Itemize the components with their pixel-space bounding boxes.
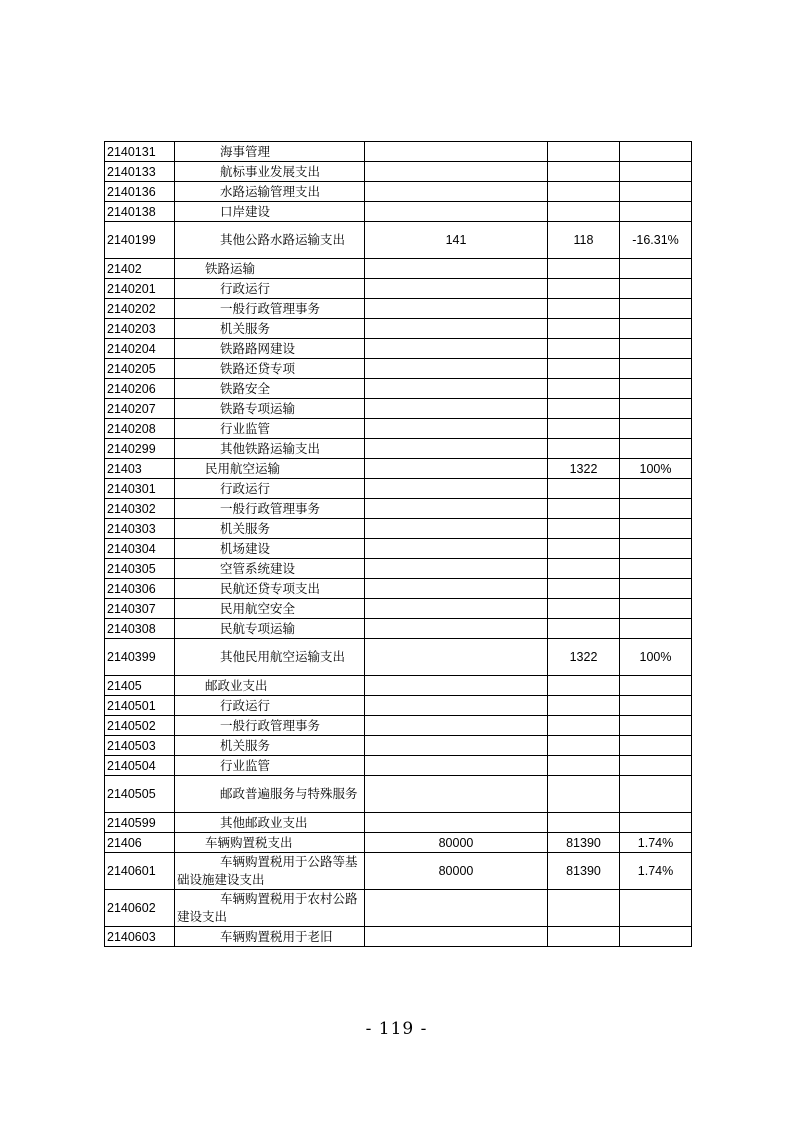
table-row (105, 776, 692, 813)
change-percent-cell (620, 142, 692, 162)
actual-value-cell (548, 696, 620, 716)
code-cell: 2140399 (105, 639, 175, 676)
budget-value-cell (365, 299, 548, 319)
actual-value-cell (548, 756, 620, 776)
table-row (105, 696, 692, 716)
change-percent-cell (620, 279, 692, 299)
budget-value-cell (365, 202, 548, 222)
budget-value-cell (365, 619, 548, 639)
actual-value-cell (548, 439, 620, 459)
actual-value-cell (548, 927, 620, 947)
table-row (105, 339, 692, 359)
item-name-cell: 行政运行 (175, 279, 365, 299)
item-name-cell: 口岸建设 (175, 202, 365, 222)
change-percent-cell (620, 339, 692, 359)
table-row (105, 439, 692, 459)
change-percent-cell (620, 182, 692, 202)
page-number: - 119 - (365, 1019, 428, 1039)
actual-value-cell (548, 776, 620, 813)
change-percent-cell (620, 619, 692, 639)
change-percent-cell (620, 419, 692, 439)
code-cell: 2140136 (105, 182, 175, 202)
change-percent-cell: -16.31% (620, 222, 692, 259)
item-name-cell: 铁路还贷专项 (175, 359, 365, 379)
table-row (105, 202, 692, 222)
budget-value-cell (365, 499, 548, 519)
item-name-cell: 铁路专项运输 (175, 399, 365, 419)
budget-value-cell (365, 339, 548, 359)
change-percent-cell (620, 890, 692, 927)
item-name-cell: 车辆购置税用于公路等基础设施建设支出 (175, 853, 365, 890)
change-percent-cell (620, 399, 692, 419)
code-cell: 2140601 (105, 853, 175, 890)
item-name-cell: 车辆购置税支出 (175, 833, 365, 853)
budget-value-cell (365, 162, 548, 182)
budget-value-cell (365, 259, 548, 279)
code-cell: 2140205 (105, 359, 175, 379)
item-name-cell: 行业监管 (175, 756, 365, 776)
table-row (105, 853, 692, 890)
actual-value-cell (548, 619, 620, 639)
item-name-cell: 其他公路水路运输支出 (175, 222, 365, 259)
budget-value-cell (365, 319, 548, 339)
table-row (105, 499, 692, 519)
actual-value-cell (548, 716, 620, 736)
change-percent-cell: 1.74% (620, 853, 692, 890)
actual-value-cell (548, 299, 620, 319)
table-body (105, 142, 692, 947)
budget-value-cell (365, 419, 548, 439)
budget-value-cell: 80000 (365, 833, 548, 853)
item-name-cell: 民用航空安全 (175, 599, 365, 619)
item-name-cell: 机关服务 (175, 519, 365, 539)
actual-value-cell (548, 579, 620, 599)
actual-value-cell (548, 599, 620, 619)
actual-value-cell (548, 499, 620, 519)
budget-value-cell (365, 639, 548, 676)
budget-value-cell (365, 599, 548, 619)
table-row (105, 259, 692, 279)
item-name-cell: 铁路运输 (175, 259, 365, 279)
table-row (105, 182, 692, 202)
actual-value-cell (548, 319, 620, 339)
actual-value-cell: 81390 (548, 853, 620, 890)
budget-value-cell: 80000 (365, 853, 548, 890)
item-name-cell: 行业监管 (175, 419, 365, 439)
code-cell: 2140603 (105, 927, 175, 947)
item-name-cell: 民航专项运输 (175, 619, 365, 639)
actual-value-cell (548, 202, 620, 222)
budget-value-cell (365, 359, 548, 379)
change-percent-cell (620, 439, 692, 459)
table-row (105, 813, 692, 833)
code-cell: 2140306 (105, 579, 175, 599)
code-cell: 21406 (105, 833, 175, 853)
code-cell: 2140501 (105, 696, 175, 716)
change-percent-cell (620, 756, 692, 776)
change-percent-cell (620, 379, 692, 399)
actual-value-cell (548, 419, 620, 439)
table-row (105, 162, 692, 182)
budget-value-cell (365, 736, 548, 756)
item-name-cell: 机场建设 (175, 539, 365, 559)
code-cell: 2140138 (105, 202, 175, 222)
budget-value-cell (365, 927, 548, 947)
item-name-cell: 邮政业支出 (175, 676, 365, 696)
table-row (105, 359, 692, 379)
code-cell: 2140301 (105, 479, 175, 499)
code-cell: 21402 (105, 259, 175, 279)
table-row (105, 639, 692, 676)
change-percent-cell (620, 319, 692, 339)
budget-value-cell (365, 519, 548, 539)
table-row (105, 319, 692, 339)
change-percent-cell (620, 202, 692, 222)
change-percent-cell (620, 162, 692, 182)
item-name-cell: 一般行政管理事务 (175, 716, 365, 736)
table-row (105, 379, 692, 399)
table-row (105, 539, 692, 559)
item-name-cell: 民航还贷专项支出 (175, 579, 365, 599)
code-cell: 2140602 (105, 890, 175, 927)
budget-value-cell (365, 399, 548, 419)
budget-value-cell (365, 182, 548, 202)
change-percent-cell (620, 539, 692, 559)
actual-value-cell (548, 182, 620, 202)
budget-value-cell (365, 439, 548, 459)
budget-value-cell (365, 142, 548, 162)
actual-value-cell (548, 162, 620, 182)
table-row (105, 890, 692, 927)
budget-expenditure-table (104, 141, 692, 947)
code-cell: 2140303 (105, 519, 175, 539)
item-name-cell: 其他邮政业支出 (175, 813, 365, 833)
table-row (105, 399, 692, 419)
change-percent-cell (620, 579, 692, 599)
budget-value-cell (365, 813, 548, 833)
item-name-cell: 其他民用航空运输支出 (175, 639, 365, 676)
change-percent-cell (620, 299, 692, 319)
item-name-cell: 一般行政管理事务 (175, 499, 365, 519)
change-percent-cell (620, 776, 692, 813)
budget-value-cell (365, 539, 548, 559)
budget-value-cell (365, 676, 548, 696)
change-percent-cell: 1.74% (620, 833, 692, 853)
change-percent-cell (620, 519, 692, 539)
change-percent-cell (620, 676, 692, 696)
actual-value-cell (548, 279, 620, 299)
actual-value-cell (548, 539, 620, 559)
code-cell: 2140302 (105, 499, 175, 519)
actual-value-cell (548, 736, 620, 756)
item-name-cell: 空管系统建设 (175, 559, 365, 579)
code-cell: 2140207 (105, 399, 175, 419)
actual-value-cell (548, 479, 620, 499)
budget-value-cell (365, 579, 548, 599)
actual-value-cell (548, 379, 620, 399)
item-name-cell: 行政运行 (175, 696, 365, 716)
budget-value-cell (365, 279, 548, 299)
code-cell: 2140504 (105, 756, 175, 776)
table-row (105, 716, 692, 736)
actual-value-cell: 81390 (548, 833, 620, 853)
item-name-cell: 民用航空运输 (175, 459, 365, 479)
item-name-cell: 铁路安全 (175, 379, 365, 399)
code-cell: 2140502 (105, 716, 175, 736)
actual-value-cell (548, 559, 620, 579)
budget-value-cell: 141 (365, 222, 548, 259)
table-row (105, 479, 692, 499)
budget-value-cell (365, 696, 548, 716)
change-percent-cell (620, 259, 692, 279)
code-cell: 2140305 (105, 559, 175, 579)
budget-value-cell (365, 379, 548, 399)
actual-value-cell: 1322 (548, 639, 620, 676)
table-row (105, 419, 692, 439)
item-name-cell: 机关服务 (175, 736, 365, 756)
code-cell: 2140505 (105, 776, 175, 813)
item-name-cell: 航标事业发展支出 (175, 162, 365, 182)
table-row (105, 927, 692, 947)
actual-value-cell: 118 (548, 222, 620, 259)
code-cell: 2140131 (105, 142, 175, 162)
code-cell: 2140202 (105, 299, 175, 319)
code-cell: 2140208 (105, 419, 175, 439)
actual-value-cell (548, 359, 620, 379)
actual-value-cell (548, 339, 620, 359)
budget-value-cell (365, 559, 548, 579)
budget-value-cell (365, 459, 548, 479)
item-name-cell: 行政运行 (175, 479, 365, 499)
actual-value-cell (548, 519, 620, 539)
change-percent-cell (620, 813, 692, 833)
code-cell: 21403 (105, 459, 175, 479)
table-row (105, 559, 692, 579)
code-cell: 2140307 (105, 599, 175, 619)
code-cell: 2140503 (105, 736, 175, 756)
actual-value-cell (548, 259, 620, 279)
code-cell: 2140133 (105, 162, 175, 182)
budget-value-cell (365, 776, 548, 813)
item-name-cell: 邮政普遍服务与特殊服务 (175, 776, 365, 813)
change-percent-cell (620, 559, 692, 579)
change-percent-cell (620, 696, 692, 716)
change-percent-cell (620, 716, 692, 736)
table-row (105, 279, 692, 299)
code-cell: 2140201 (105, 279, 175, 299)
table-row (105, 833, 692, 853)
actual-value-cell: 1322 (548, 459, 620, 479)
table-row (105, 222, 692, 259)
budget-value-cell (365, 756, 548, 776)
actual-value-cell (548, 676, 620, 696)
item-name-cell: 车辆购置税用于农村公路建设支出 (175, 890, 365, 927)
table-row (105, 579, 692, 599)
item-name-cell: 铁路路网建设 (175, 339, 365, 359)
actual-value-cell (548, 142, 620, 162)
code-cell: 2140203 (105, 319, 175, 339)
code-cell: 2140599 (105, 813, 175, 833)
code-cell: 2140299 (105, 439, 175, 459)
change-percent-cell (620, 499, 692, 519)
code-cell: 21405 (105, 676, 175, 696)
item-name-cell: 其他铁路运输支出 (175, 439, 365, 459)
code-cell: 2140204 (105, 339, 175, 359)
table-row (105, 519, 692, 539)
table-row (105, 599, 692, 619)
change-percent-cell: 100% (620, 639, 692, 676)
table-row (105, 142, 692, 162)
item-name-cell: 海事管理 (175, 142, 365, 162)
table-row (105, 459, 692, 479)
table-row (105, 299, 692, 319)
table-row (105, 619, 692, 639)
change-percent-cell (620, 736, 692, 756)
budget-value-cell (365, 716, 548, 736)
code-cell: 2140206 (105, 379, 175, 399)
change-percent-cell (620, 479, 692, 499)
budget-value-cell (365, 479, 548, 499)
code-cell: 2140308 (105, 619, 175, 639)
change-percent-cell (620, 359, 692, 379)
item-name-cell: 机关服务 (175, 319, 365, 339)
table-row (105, 756, 692, 776)
code-cell: 2140304 (105, 539, 175, 559)
actual-value-cell (548, 890, 620, 927)
actual-value-cell (548, 813, 620, 833)
item-name-cell: 水路运输管理支出 (175, 182, 365, 202)
table-row (105, 736, 692, 756)
code-cell: 2140199 (105, 222, 175, 259)
item-name-cell: 一般行政管理事务 (175, 299, 365, 319)
change-percent-cell (620, 927, 692, 947)
change-percent-cell (620, 599, 692, 619)
change-percent-cell: 100% (620, 459, 692, 479)
table-row (105, 676, 692, 696)
item-name-cell: 车辆购置税用于老旧 (175, 927, 365, 947)
budget-value-cell (365, 890, 548, 927)
actual-value-cell (548, 399, 620, 419)
